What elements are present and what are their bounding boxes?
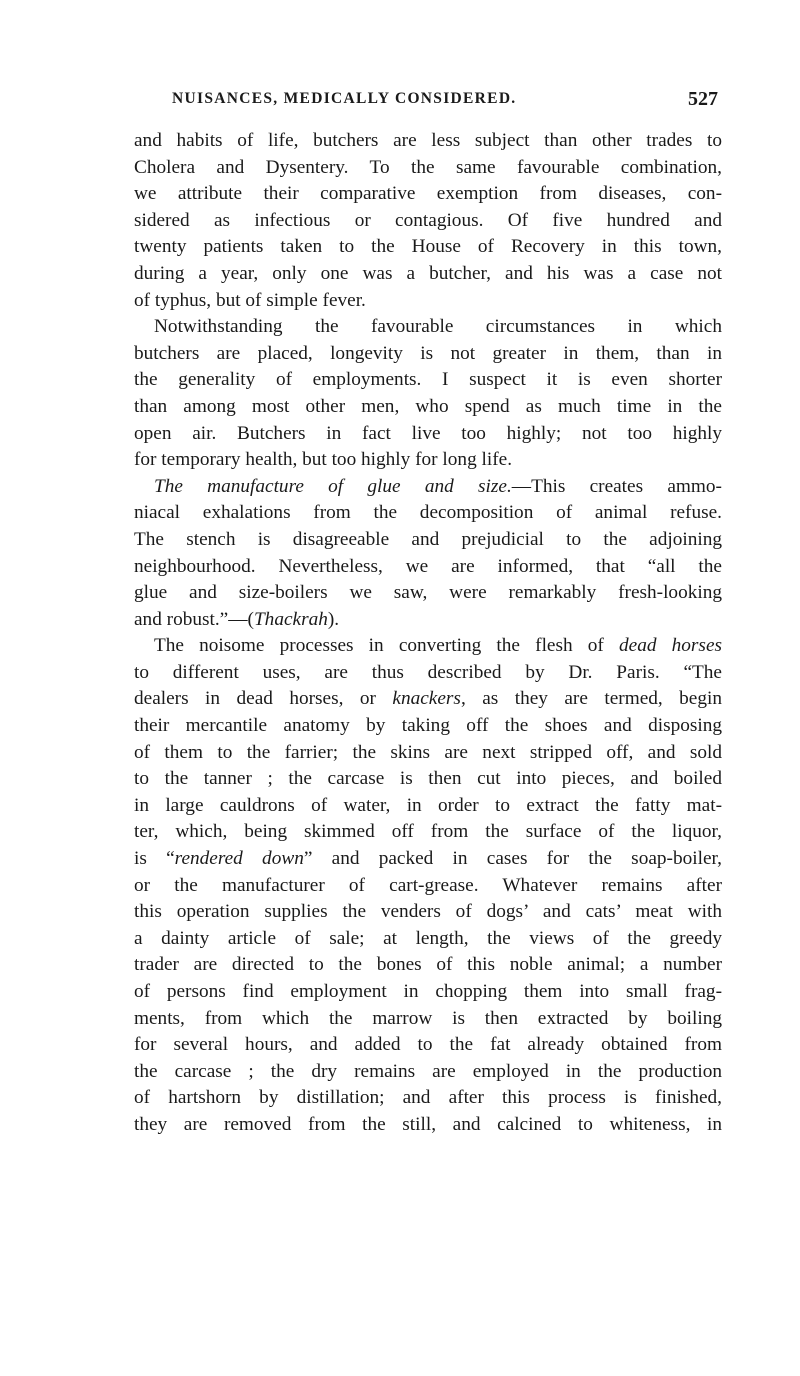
text-line: this operation supplies the venders of dogs’ and cats’ meat with <box>134 901 722 923</box>
text-line: Notwithstanding the favourable circumstances in which <box>154 316 722 338</box>
text-line: The manufacture of glue and size.—This creates ammo- <box>154 475 722 497</box>
body-text <box>134 128 722 1139</box>
text-line: or the manufacturer of cart-grease. Whatever remains after <box>134 874 722 896</box>
text-line: The stench is disagreeable and prejudicial to the adjoining <box>134 528 722 550</box>
text-line: the generality of employments. I suspect it is even shorter <box>134 369 722 391</box>
page-number: 527 <box>688 88 718 110</box>
text-line: of persons find employment in chopping them into small frag- <box>134 981 722 1002</box>
text-line: niacal exhalations from the decomposition of animal refuse. <box>134 502 722 524</box>
text-line: Cholera and Dysentery. To the same favourable combination, <box>134 156 722 178</box>
text-line: of hartshorn by distillation; and after this process is finished, <box>134 1087 722 1109</box>
text-line: butchers are placed, longevity is not greater in them, than in <box>134 342 722 364</box>
text-line: during a year, only one was a butcher, and his was a case not <box>134 262 722 284</box>
italic-phrase: rendered down <box>174 848 304 870</box>
text-line: a dainty article of sale; at length, the views of the greedy <box>134 927 722 949</box>
text-line: dealers in dead horses, or knackers, as they are termed, begin <box>134 688 722 710</box>
text-line: neighbourhood. Nevertheless, we are informed, that “all the <box>134 555 722 577</box>
text-line: trader are directed to the bones of this noble animal; a number <box>134 954 722 976</box>
text-line: the carcase ; the dry remains are employed in the production <box>134 1060 722 1082</box>
text-line: of them to the farrier; the skins are next stripped off, and sold <box>134 741 722 763</box>
text-line: is “rendered down” and packed in cases for the soap-boiler, <box>134 848 722 870</box>
running-header <box>172 90 718 116</box>
text-line: of typhus, but of simple fever. <box>134 289 366 311</box>
text-line: ments, from which the marrow is then extracted by boiling <box>134 1007 722 1029</box>
italic-citation: Thackrah <box>253 608 328 630</box>
text-line: to the tanner ; the carcase is then cut into pieces, and boiled <box>134 768 722 790</box>
text-line: they are removed from the still, and calcined to whiteness, in <box>134 1113 722 1135</box>
text-line: The noisome processes in converting the flesh of dead horses <box>154 635 723 657</box>
text-line: we attribute their comparative exemption from diseases, con- <box>134 183 722 205</box>
italic-phrase: dead horses <box>619 635 723 657</box>
text-line: open air. Butchers in fact live too highly; not too highly <box>134 422 722 444</box>
text-line: twenty patients taken to the House of Recovery in this town, <box>134 236 722 258</box>
running-title: NUISANCES, MEDICALLY CONSIDERED. <box>172 90 517 107</box>
italic-heading: The manufacture of glue and size. <box>154 475 512 497</box>
text-line: and habits of life, butchers are less subject than other trades to <box>134 130 722 151</box>
text-line: for several hours, and added to the fat already obtained from <box>134 1034 722 1056</box>
text-line: to different uses, are thus described by Dr. Paris. “The <box>134 661 722 683</box>
text-line: their mercantile anatomy by taking off the shoes and disposing <box>134 715 722 737</box>
text-line: than among most other men, who spend as much time in the <box>134 395 722 417</box>
text-line: glue and size-boilers we saw, were remarkably fresh-looking <box>134 582 722 604</box>
text-line: and robust.”—(Thackrah). <box>134 608 340 630</box>
text-line: for temporary health, but too highly for long life. <box>134 449 513 471</box>
italic-term: knackers <box>392 688 461 710</box>
text-line: ter, which, being skimmed off from the surface of the liquor, <box>134 821 722 843</box>
text-line: sidered as infectious or contagious. Of five hundred and <box>134 209 722 231</box>
text-line: in large cauldrons of water, in order to extract the fatty mat- <box>134 794 722 816</box>
